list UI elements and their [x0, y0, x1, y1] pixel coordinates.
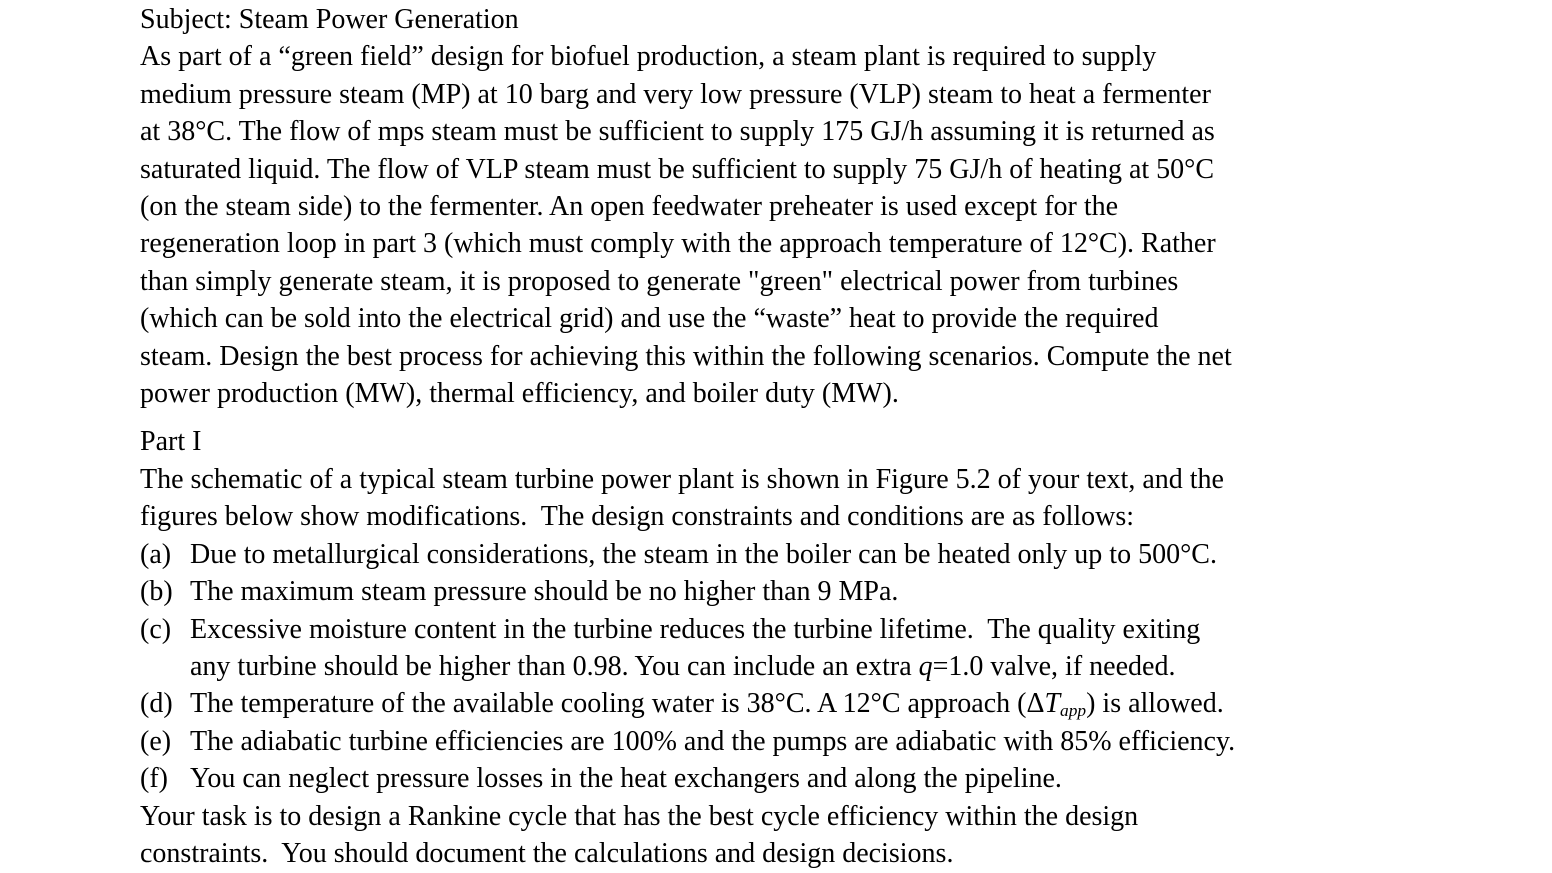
text-line [140, 76, 1532, 113]
text-segment: =1.0 valve, if needed. [932, 650, 1176, 682]
text-line [140, 338, 1532, 375]
text-line [140, 300, 1532, 337]
text-segment: ) is allowed. [1086, 688, 1224, 720]
text-segment: saturated liquid. The flow of VLP steam must be sufficient to supply 75 GJ/h of heating at 50°C [140, 153, 1215, 185]
text-segment: You can neglect pressure losses in the heat exchangers and along the pipeline. [190, 763, 1062, 795]
paragraph-intro [140, 1, 1532, 412]
list-marker: (d) [140, 688, 173, 720]
text-segment: steam. Design the best process for achieving this within the following scenarios. Compute the net [140, 340, 1232, 372]
text-line [140, 648, 1532, 685]
text-line [140, 151, 1532, 188]
text-line [140, 573, 1532, 610]
text-segment: Due to metallurgical considerations, the steam in the boiler can be heated only up to 500°C. [190, 538, 1217, 570]
text-segment: medium pressure steam (MP) at 10 barg and very low pressure (VLP) steam to heat a fermenter [140, 78, 1211, 110]
text-line [140, 423, 1532, 460]
text-line [140, 536, 1532, 573]
text-segment: The adiabatic turbine efficiencies are 100% and the pumps are adiabatic with 85% efficiency. [190, 725, 1236, 757]
text-segment: figures below show modifications. The design constraints and conditions are as follows: [140, 501, 1135, 533]
text-segment: Your task is to design a Rankine cycle that has the best cycle efficiency within the design [140, 800, 1139, 832]
math-symbol: q [918, 650, 933, 682]
text-segment: regeneration loop in part 3 (which must comply with the approach temperature of 12°C). Rather [140, 228, 1216, 260]
text-segment: power production (MW), thermal efficiency, and boiler duty (MW). [140, 378, 899, 410]
text-line [140, 38, 1532, 75]
text-line [140, 685, 1532, 722]
text-line [140, 1, 1532, 38]
text-segment: Subject: Steam Power Generation [140, 4, 519, 35]
text-line [140, 461, 1532, 498]
text-segment: The schematic of a typical steam turbine power plant is shown in Figure 5.2 of your text, and the [140, 463, 1224, 495]
text-line [140, 188, 1532, 225]
text-line [140, 835, 1532, 872]
text-segment: Excessive moisture content in the turbine reduces the turbine lifetime. The quality exiting [190, 613, 1201, 645]
text-segment: at 38°C. The flow of mps steam must be sufficient to supply 175 GJ/h assuming it is returned as [140, 116, 1215, 148]
text-line [140, 798, 1532, 835]
text-segment: The temperature of the available cooling water is 38°C. A 12°C approach (Δ [190, 688, 1045, 720]
text-line [140, 760, 1532, 797]
list-marker: (b) [140, 576, 173, 608]
math-symbol: T [1044, 688, 1061, 720]
list-marker: (f) [140, 763, 168, 795]
list-marker: (e) [140, 725, 172, 757]
text-line [140, 375, 1532, 412]
text-segment: (on the steam side) to the fermenter. An open feedwater preheater is used except for the [140, 191, 1119, 223]
text-segment: any turbine should be higher than 0.98. You can include an extra [190, 650, 919, 682]
list-marker: (a) [140, 538, 172, 570]
text-segment: than simply generate steam, it is proposed to generate "green" electrical power from turbines [140, 265, 1179, 297]
text-line [140, 225, 1532, 262]
text-line [140, 113, 1532, 150]
text-segment: Part I [140, 426, 202, 458]
text-segment: (which can be sold into the electrical grid) and use the “waste” heat to provide the required [140, 303, 1159, 335]
text-segment: As part of a “green field” design for biofuel production, a steam plant is required to supply [140, 41, 1157, 73]
paragraph-part-1 [140, 423, 1532, 872]
text-segment: The maximum steam pressure should be no higher than 9 MPa. [190, 576, 899, 608]
text-line [140, 498, 1532, 535]
math-symbol: app [1060, 701, 1087, 721]
text-line [140, 723, 1532, 760]
text-line [140, 263, 1532, 300]
list-marker: (c) [140, 613, 172, 645]
text-line [140, 611, 1532, 648]
text-segment: constraints. You should document the calculations and design decisions. [140, 837, 954, 869]
